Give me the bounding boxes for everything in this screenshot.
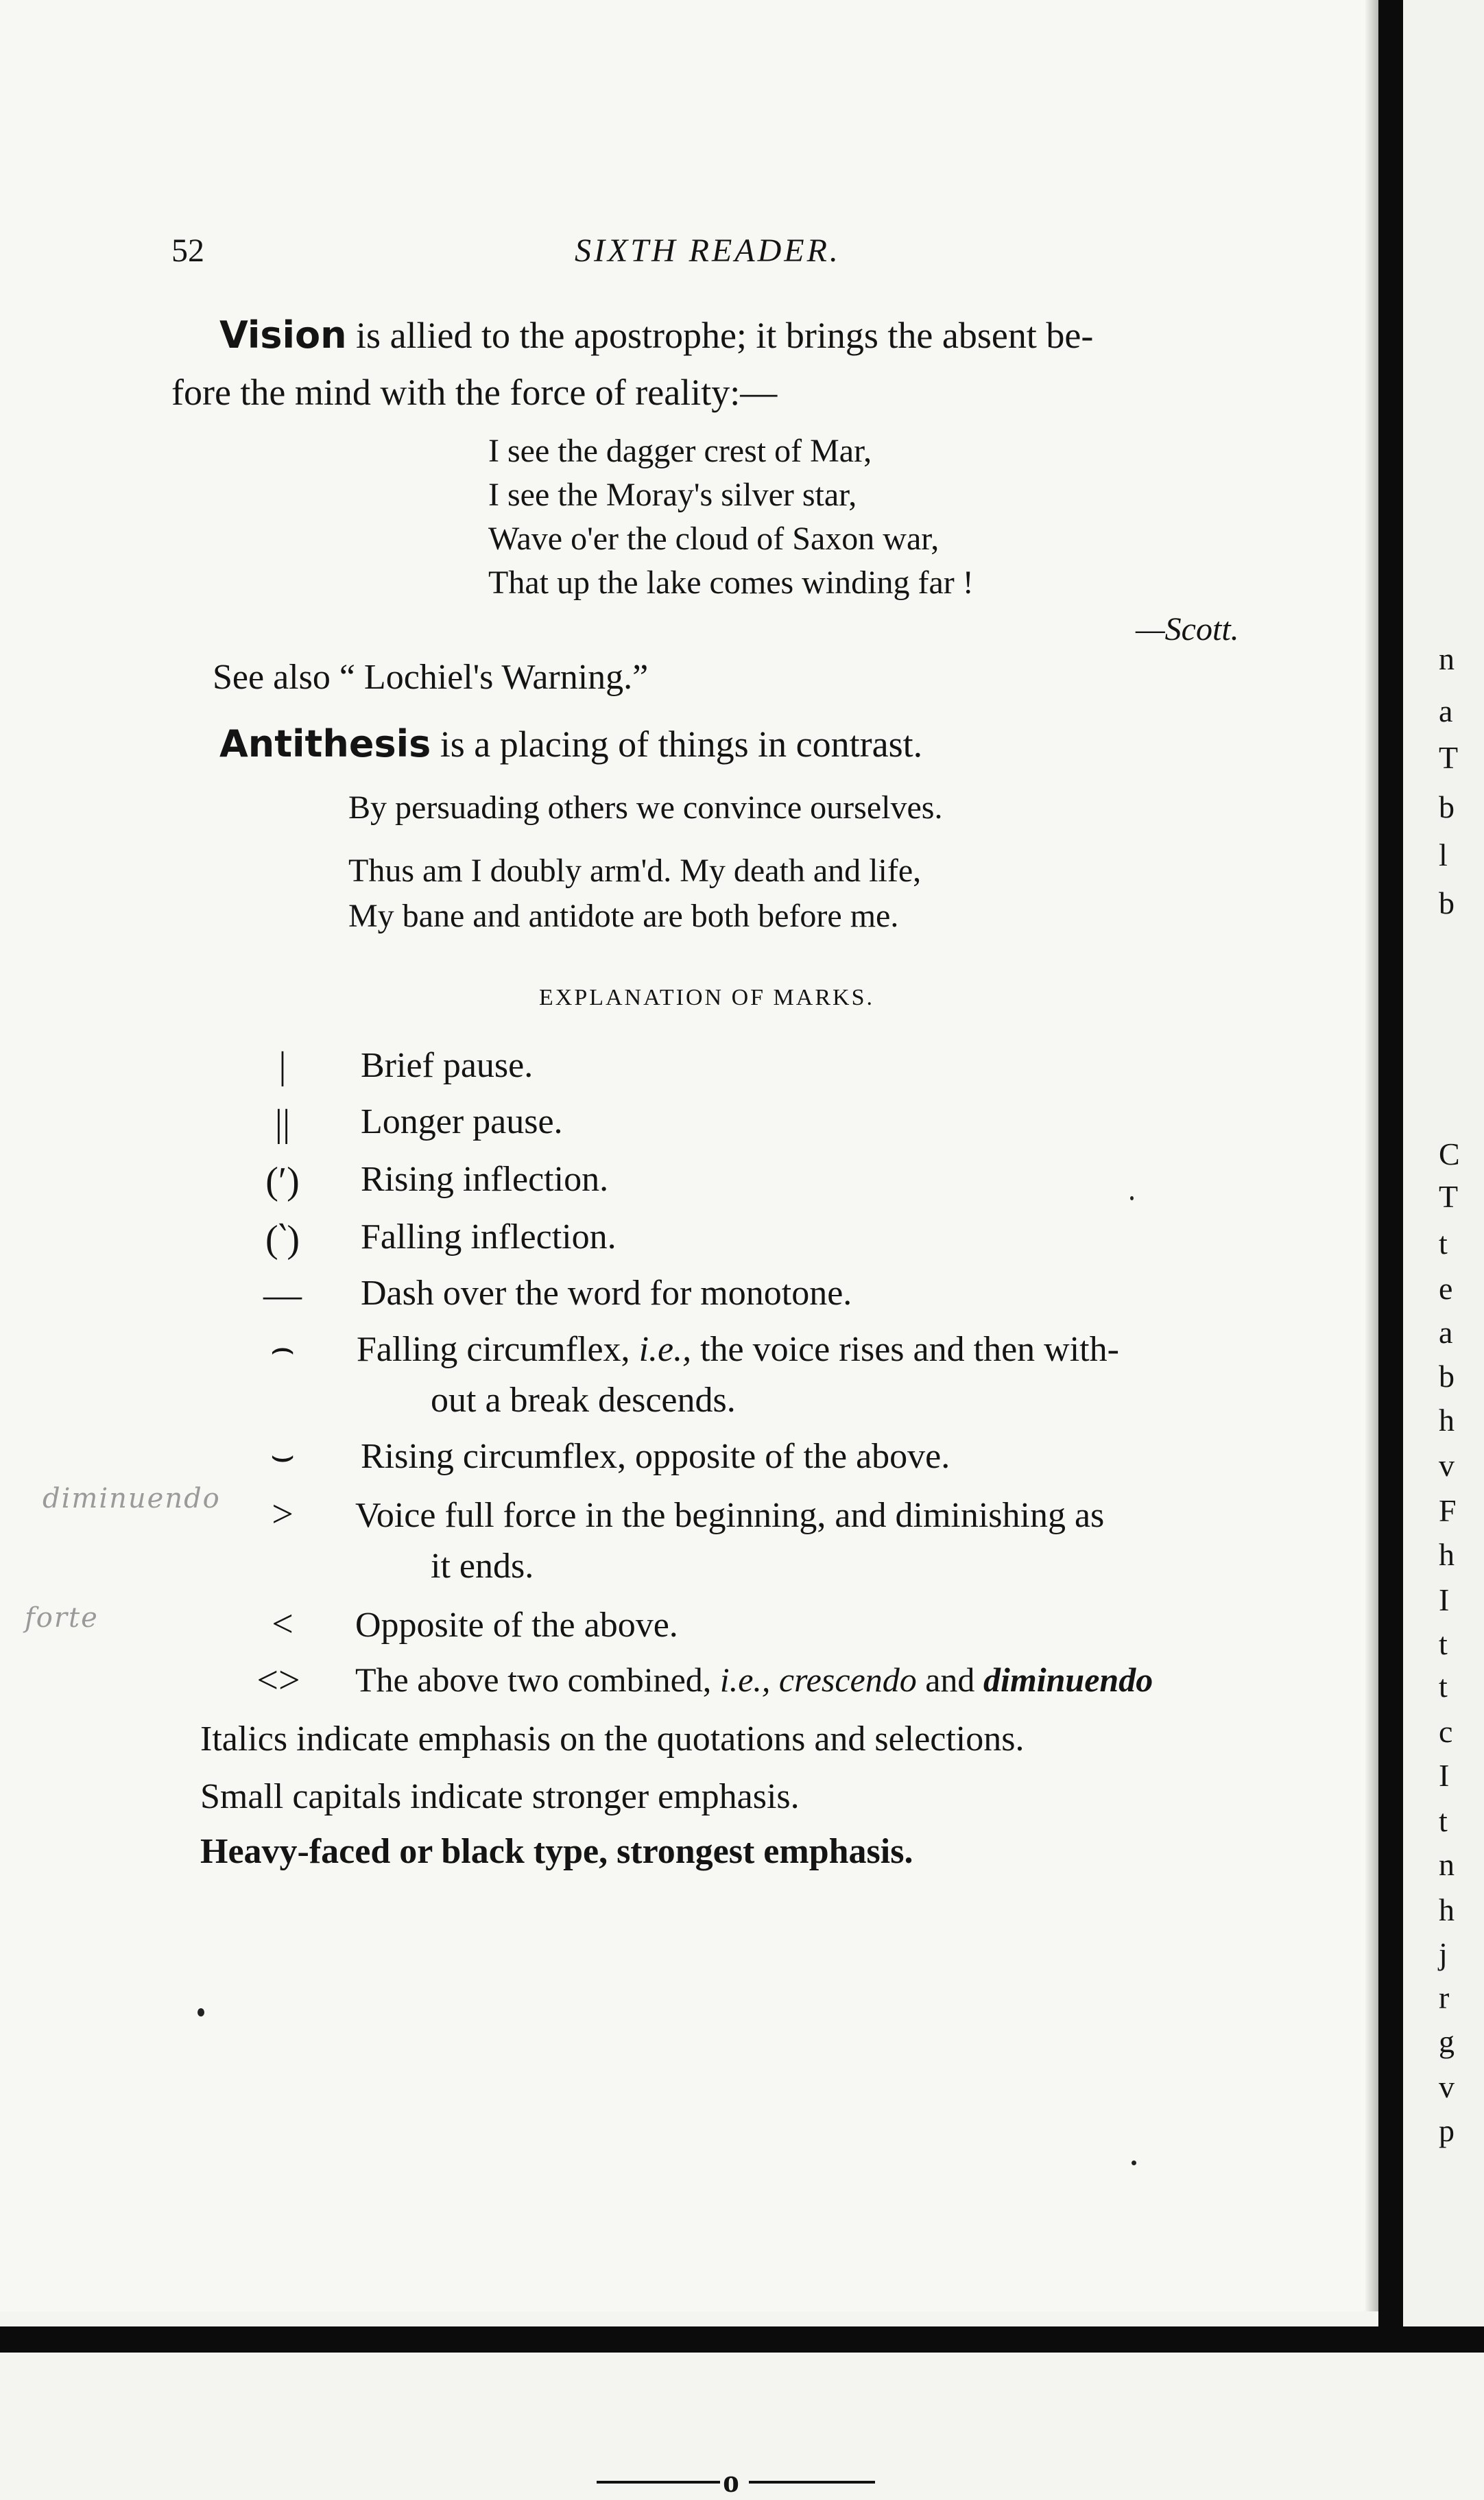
adjacent-page-letter: t [1439, 1669, 1448, 1704]
falling-circumflex-symbol: ⌢ [270, 1327, 296, 1370]
antithesis-term: Antithesis [219, 722, 431, 765]
ornament-rule-left [597, 2481, 720, 2484]
adjacent-page-letter: a [1439, 1315, 1453, 1350]
ornament-rule-right [749, 2481, 875, 2484]
adjacent-page-letter: I [1439, 1758, 1450, 1793]
rising-inflection-symbol: (′) [265, 1160, 300, 1202]
longer-pause-symbol: || [274, 1102, 291, 1145]
falling-inflection-text: Falling inflection. [361, 1217, 617, 1257]
adjacent-page-letter: b [1439, 1359, 1455, 1394]
handwritten-note-diminuendo: diminuendo [43, 1483, 221, 1514]
poem-line-3: Wave o'er the cloud of Saxon war, [488, 521, 940, 557]
swell-and: and [925, 1660, 975, 1699]
crescendo-symbol: < [272, 1603, 294, 1645]
rising-circumflex-symbol: ⌣ [270, 1434, 296, 1477]
heavy-type-note: Heavy-faced or black type, strongest emphasis. [200, 1832, 913, 1871]
adjacent-page-letter: T [1439, 1179, 1459, 1214]
adjacent-page-letter: n [1439, 1847, 1455, 1882]
brief-pause-text: Brief pause. [361, 1046, 534, 1085]
rising-inflection-text: Rising inflection. [361, 1160, 609, 1199]
adjacent-page-letter: T [1439, 740, 1459, 775]
adjacent-page-letter: c [1439, 1714, 1453, 1749]
antithesis-example-2b: My bane and antidote are both before me. [348, 898, 899, 934]
adjacent-page-letter: v [1439, 2069, 1455, 2104]
poem-line-4: That up the lake comes winding far ! [488, 564, 974, 601]
swell-ie: i.e., [719, 1660, 771, 1699]
swell-text [355, 1660, 1153, 1700]
handwritten-note-forte: forte [25, 1602, 99, 1634]
scan-speck [1132, 2160, 1136, 2165]
adjacent-page-letter: t [1439, 1226, 1448, 1261]
adjacent-page-letter: v [1439, 1448, 1455, 1483]
rising-circumflex-text: Rising circumflex, opposite of the above. [361, 1437, 950, 1476]
brief-pause-symbol: | [278, 1045, 287, 1087]
crescendo-text: Opposite of the above. [355, 1606, 678, 1645]
diminuendo-text-cont: it ends. [431, 1547, 534, 1586]
italics-note: Italics indicate emphasis on the quotations and selections. [200, 1719, 1025, 1759]
vision-line-2: fore the mind with the force of reality:— [171, 372, 778, 413]
page-number: 52 [171, 233, 204, 269]
vision-definition-1: is allied to the apostrophe; it brings the absent be- [356, 315, 1094, 356]
swell-diminuendo: diminuendo [983, 1660, 1153, 1699]
adjacent-page-letter: b [1439, 789, 1455, 824]
see-also-note: See also “ Lochiel's Warning.” [213, 658, 649, 697]
longer-pause-text: Longer pause. [361, 1102, 563, 1141]
poem-line-2: I see the Moray's silver star, [488, 477, 857, 513]
adjacent-page-letter: t [1439, 1803, 1448, 1838]
adjacent-page-letter: t [1439, 1626, 1448, 1661]
ornament-circle: o [723, 2463, 739, 2499]
adjacent-page-letter: F [1439, 1493, 1457, 1528]
antithesis-definition: is a placing of things in contrast. [440, 724, 923, 765]
swell-text-a: The above two combined, [355, 1660, 712, 1699]
diminuendo-text: Voice full force in the beginning, and diminishing as [355, 1496, 1105, 1535]
antithesis-example-1: By persuading others we convince ourselves. [348, 789, 943, 826]
falling-circumflex-text-a: Falling circumflex, [357, 1330, 630, 1369]
falling-circumflex-text [357, 1329, 1119, 1370]
marks-heading: EXPLANATION OF MARKS. [539, 985, 874, 1010]
adjacent-page-letter: h [1439, 1892, 1455, 1927]
antithesis-example-2a: Thus am I doubly arm'd. My death and life, [348, 853, 922, 889]
falling-circumflex-text-b: the voice rises and then with- [700, 1330, 1119, 1369]
scan-bottom-edge [0, 2326, 1484, 2353]
falling-circumflex-ie: i.e., [638, 1330, 692, 1369]
adjacent-page-letter: b [1439, 885, 1455, 920]
adjacent-page-letter: e [1439, 1271, 1453, 1306]
adjacent-page-letter: n [1439, 641, 1455, 676]
diminuendo-symbol: > [272, 1493, 294, 1536]
adjacent-page-letter: j [1439, 1936, 1448, 1971]
poem-line-1: I see the dagger crest of Mar, [488, 433, 872, 469]
scan-speck [198, 2008, 204, 2016]
running-title: SIXTH READER. [575, 233, 841, 269]
adjacent-page-letter: p [1439, 2113, 1455, 2148]
falling-inflection-symbol: (‵) [265, 1218, 300, 1261]
adjacent-page-letter: g [1439, 2024, 1455, 2059]
vision-line-1 [219, 313, 1094, 357]
poem-attribution: —Scott. [1136, 611, 1239, 647]
monotone-symbol: — [263, 1274, 302, 1316]
adjacent-page-letter: C [1439, 1136, 1460, 1171]
antithesis-line [219, 722, 923, 765]
vision-term: Vision [219, 313, 347, 357]
monotone-text: Dash over the word for monotone. [361, 1274, 852, 1313]
adjacent-page-letter: h [1439, 1537, 1455, 1572]
falling-circumflex-text-cont: out a break descends. [431, 1381, 736, 1420]
book-gutter [1378, 0, 1403, 2353]
adjacent-page-letter: l [1439, 837, 1448, 872]
swell-crescendo: crescendo [778, 1660, 917, 1699]
swell-symbol: <> [256, 1659, 300, 1702]
adjacent-page-letter: r [1439, 1980, 1450, 2015]
scan-speck [1130, 1196, 1134, 1200]
adjacent-page-letter: a [1439, 693, 1453, 728]
adjacent-page-letter: I [1439, 1582, 1450, 1617]
gutter-shadow [1365, 0, 1378, 2311]
adjacent-page-letter: h [1439, 1403, 1455, 1438]
small-caps-note: Small capitals indicate stronger emphasis. [200, 1777, 800, 1816]
